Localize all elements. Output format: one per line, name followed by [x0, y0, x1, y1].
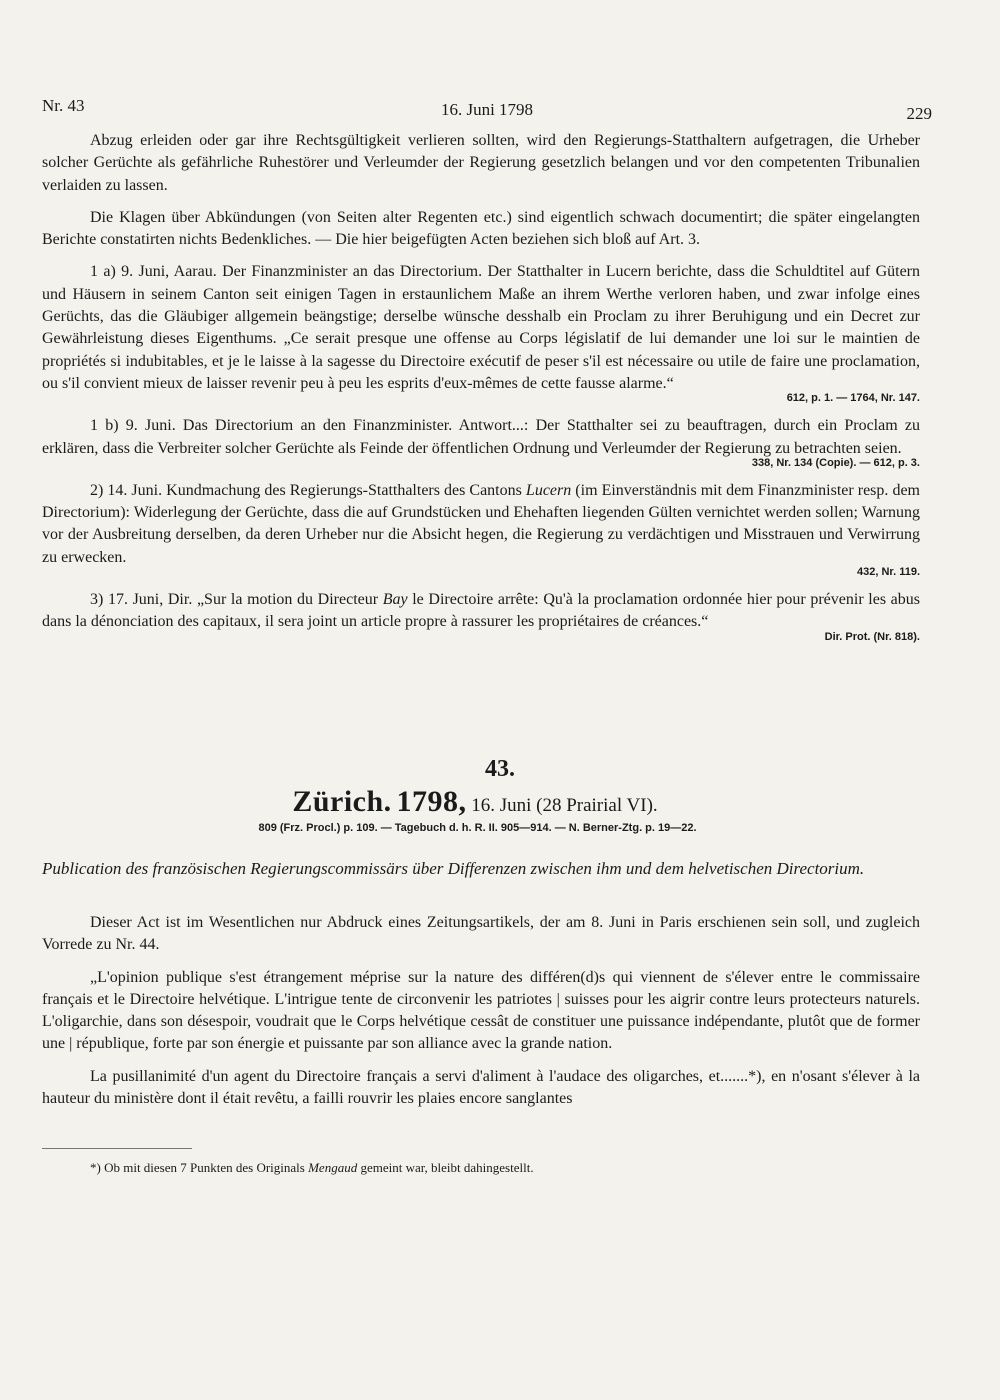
- document-heading-title: [0, 785, 950, 819]
- paragraph: La pusillanimité d'un agent du Directoire français a servi d'aliment à l'audace des oligarches, et.......*), en n'osant s'élever à la hauteur du ministère dont il était revêtu, a failli rouvrir les plaies encore sanglantes: [42, 1067, 920, 1108]
- page-number: 229: [906, 104, 932, 123]
- section-previous-document: [42, 130, 920, 644]
- document-summary: Publication des französischen Regierungscommissärs über Differenzen zwischen ihm und dem helvetischen Directorium.: [42, 859, 865, 878]
- text-run: 2) 14. Juni. Kundmachung des Regierungs-Statthalters des Cantons: [90, 481, 526, 499]
- paragraph: Die Klagen über Abkündungen (von Seiten alter Regenten etc.) sind eigentlich schwach documentirt; die später eingelangten Berichte constatirten nichts Bedenkliches. — Die hier beigefügten Acten beziehen sich bloß auf Art. 3.: [42, 208, 920, 249]
- heading-sources: 809 (Frz. Procl.) p. 109. — Tagebuch d. h. R. II. 905—914. — N. Berner-Ztg. p. 19—22.: [258, 822, 697, 834]
- page-header: [42, 96, 932, 126]
- document-heading-number: 43.: [485, 756, 515, 782]
- footnote: [42, 1160, 920, 1176]
- heading-date: 16. Juni (28 Prairial VI).: [471, 795, 658, 816]
- paragraph: Dieser Act ist im Wesentlichen nur Abdruck eines Zeitungsartikels, der am 8. Juni in Paris erschienen sein soll, und zugleich Vorrede zu Nr. 44.: [42, 914, 920, 954]
- paragraph: Abzug erleiden oder gar ihre Rechtsgültigkeit verlieren sollten, wird den Regierungs-Statthaltern aufgetragen, die Urheber solcher Gerüchte als gefährliche Ruhestörer und Verleumder der Regierung gesetzlich belangen und vor den competenten Tribunalien verlaiden zu lassen.: [42, 132, 920, 194]
- heading-year: 1798,: [396, 785, 467, 818]
- text-run: 3) 17. Juni, Dir. „Sur la motion du Directeur: [90, 591, 383, 609]
- source-reference: 432, Nr. 119.: [857, 566, 920, 579]
- paragraph: „L'opinion publique s'est étrangement méprise sur la nature des différen(d)s qui viennent de s'élever entre le commissaire français et le Directoire helvétique. L'intrigue tente de circonvenir les patriotes | suisses pour les aigrir contre leurs protecteurs naturels. L'oligarchie, dans son désespoir, voudrait que le Corps helvétique cessât de constituer une puissance indépendante, plutôt que de former une | république, forte par son énergie et puissante par son alliance avec la grande nation.: [42, 968, 920, 1053]
- source-reference: Dir. Prot. (Nr. 818).: [824, 630, 920, 643]
- source-reference: 338, Nr. 134 (Copie). — 612, p. 3.: [751, 456, 920, 469]
- person-name: Bay: [382, 591, 408, 609]
- text-run: gemeint war, bleibt dahingestellt.: [357, 1160, 534, 1175]
- person-name: Mengaud: [308, 1160, 358, 1175]
- text-run: le Directoire arrête: Qu'à la proclamation ordonnée hier pour prévenir les abus dans la dénonciation des capitaux, il sera joint un article propre à rassurer les propriétaires de créances.“: [42, 591, 921, 631]
- footnote-divider: [42, 1148, 192, 1149]
- heading-city: Zürich.: [292, 785, 392, 818]
- place-name: Lucern: [525, 481, 572, 499]
- paragraph: [42, 589, 920, 634]
- header-date: 16. Juni 1798: [440, 100, 534, 119]
- text-run: *) Ob mit diesen 7 Punkten des Originals: [90, 1160, 309, 1175]
- paragraph: [42, 480, 920, 569]
- section-document-43: [42, 912, 920, 1110]
- document-number: Nr. 43: [42, 96, 85, 115]
- source-reference: 612, p. 1. — 1764, Nr. 147.: [786, 392, 920, 405]
- text-run: (im Einverständnis mit dem Finanzminister resp. dem Directorium): Widerlegung der Gerüchte, dass die auf Grundstücken und Ehehaften liegenden Gülten vernichtet werden sollen; Warnung vor der Ausbreitung derselben, da deren Urheber nur die Absicht hegen, die Regierung zu verdächtigen und Misstrauen und Verwirrung zu erwecken.: [42, 481, 920, 566]
- paragraph: 1 a) 9. Juni, Aarau. Der Finanzminister an das Directorium. Der Statthalter in Lucern berichte, dass die Schuldtitel auf Gütern und Häusern in seinem Canton seit einigen Tagen in erstaunlichem Maße an ihrem Werthe verloren haben, und zwar infolge eines Gerüchts, das die Gläubiger allgemein beängstige; derselbe wünsche desshalb ein Proclam zu ihrer Beruhigung und ein Decret zur Gewährleistung dieses Eigenthums. „Ce serait presque une offense au Corps législatif de lui demander une loi sur le maintien de propriétés si indubitables, et je le laisse à la sagesse du Directoire exécutif de peser s'il est nécessaire ou utile de faire une proclamation, ou s'il convient mieux de laisser revenir peu à peu les esprits d'eux-mêmes de cette fausse alarme.“: [42, 263, 920, 392]
- paragraph: 1 b) 9. Juni. Das Directorium an den Finanzminister. Antwort...: Der Statthalter sei zu beauftragen, durch ein Proclam zu erklären, dass die Verbreiter solcher Gerüchte als Feinde der öffentlichen Ordnung und Verleumder der Regierung zu betrachten seien.: [42, 417, 920, 457]
